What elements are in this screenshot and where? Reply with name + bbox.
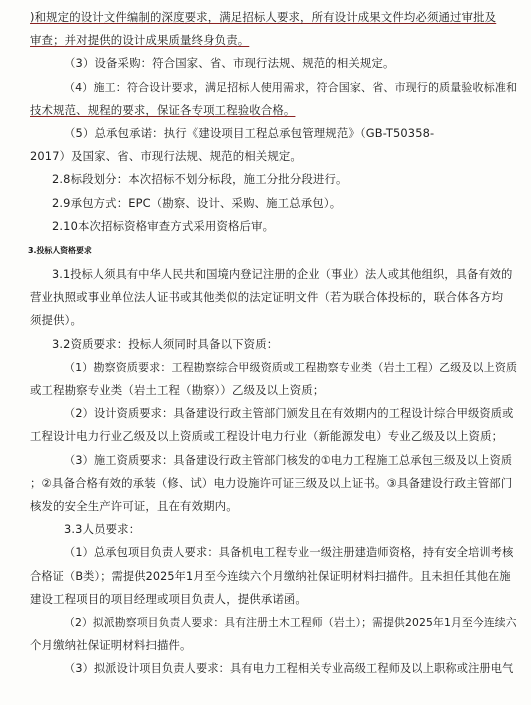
text-line: 3.3人员要求： [64, 522, 141, 537]
text-line: 审查；并对提供的设计成果质量终身负责。 [30, 33, 250, 48]
text-line: 建设工程项目的项目经理或项目负责人，提供承诺函。 [30, 591, 307, 606]
section-heading: 3.投标人资格要求 [28, 246, 92, 256]
text-line: 个月缴纳社保证明材料扫描件。 [30, 638, 192, 653]
text-line: 营业执照或事业单位法人证书或其他类似的法定证明文件（若为联合体投标的，联合体各方均 [30, 290, 504, 305]
text-line: （4）施工：符合设计要求，满足招标人使用需求，符合国家、省、市现行的质量验收标准和 [64, 80, 518, 94]
text-line: （1）总承包项目负责人要求：具备机电工程专业一级注册建造师资格，持有安全培训考核 [64, 546, 514, 560]
text-line: 核发的安全生产许可证，且在有效期内。 [30, 499, 238, 514]
text-line: ；②具备合格有效的承装（修、试）电力设施许可证三级及以上证书。③具备建设行政主管部门 [30, 475, 513, 490]
text-line: 或工程勘察专业类（岩土工程（勘察））乙级及以上资质； [30, 383, 325, 398]
text-line: （3）拟派设计项目负责人要求：具有电力工程相关专业高级工程师及以上职称或注册电气 [64, 662, 514, 676]
text-line: 2017）及国家、省、市现行法规、规范的相关规定。 [30, 149, 302, 164]
text-line: （3）设备采购：符合国家、省、市现行法规、规范的相关规定。 [64, 56, 395, 71]
text-line: 3.1投标人须具有中华人民共和国境内登记注册的企业（事业）法人或其他组织，具备有效的 [52, 268, 513, 282]
text-line: （3）施工资质要求：具备建设行政主管部门核发的①电力工程施工总承包三级及以上资质 [64, 453, 513, 467]
text-line: 工程设计电力行业乙级及以上资质或工程设计电力行业（新能源发电）专业乙级及以上资质； [30, 429, 504, 444]
text-line: 2.9承包方式：EPC（勘察、设计、采购、施工总承包）。 [52, 195, 342, 210]
text-line: 须提供）。 [30, 313, 83, 328]
text-line: （5）总承包承诺：执行《建设项目工程总承包管理规范》（GB-T50358- [64, 126, 435, 141]
text-line: 技术规范、规程的要求，保证各专项工程验收合格。 [30, 102, 296, 117]
text-line: 3.2资质要求：投标人须同时具备以下资质： [52, 336, 279, 351]
text-line: （2）设计资质要求：具备建设行政主管部门颁发且在有效期内的工程设计综合甲级资质或 [64, 407, 514, 421]
text-line: )和规定的设计文件编制的深度要求，满足招标人要求，所有设计成果文件均必须通过审批及 [30, 10, 497, 24]
text-line: （2）拟派勘察项目负责人要求：具有注册土木工程师（岩土）；需提供2025年1月至今连续六 [64, 616, 517, 630]
text-line: 2.8标段划分：本次招标不划分标段，施工分批分段进行。 [52, 172, 348, 187]
text-line: 2.10本次招标资格审查方式采用资格后审。 [52, 218, 275, 233]
text-line: （1）勘察资质要求：工程勘察综合甲级资质或工程勘察专业类（岩土工程）乙级及以上资质 [64, 360, 518, 374]
text-line: 合格证（B类）；需提供2025年1月至今连续六个月缴纳社保证明材料扫描件。且未担任其他在施 [30, 569, 511, 583]
